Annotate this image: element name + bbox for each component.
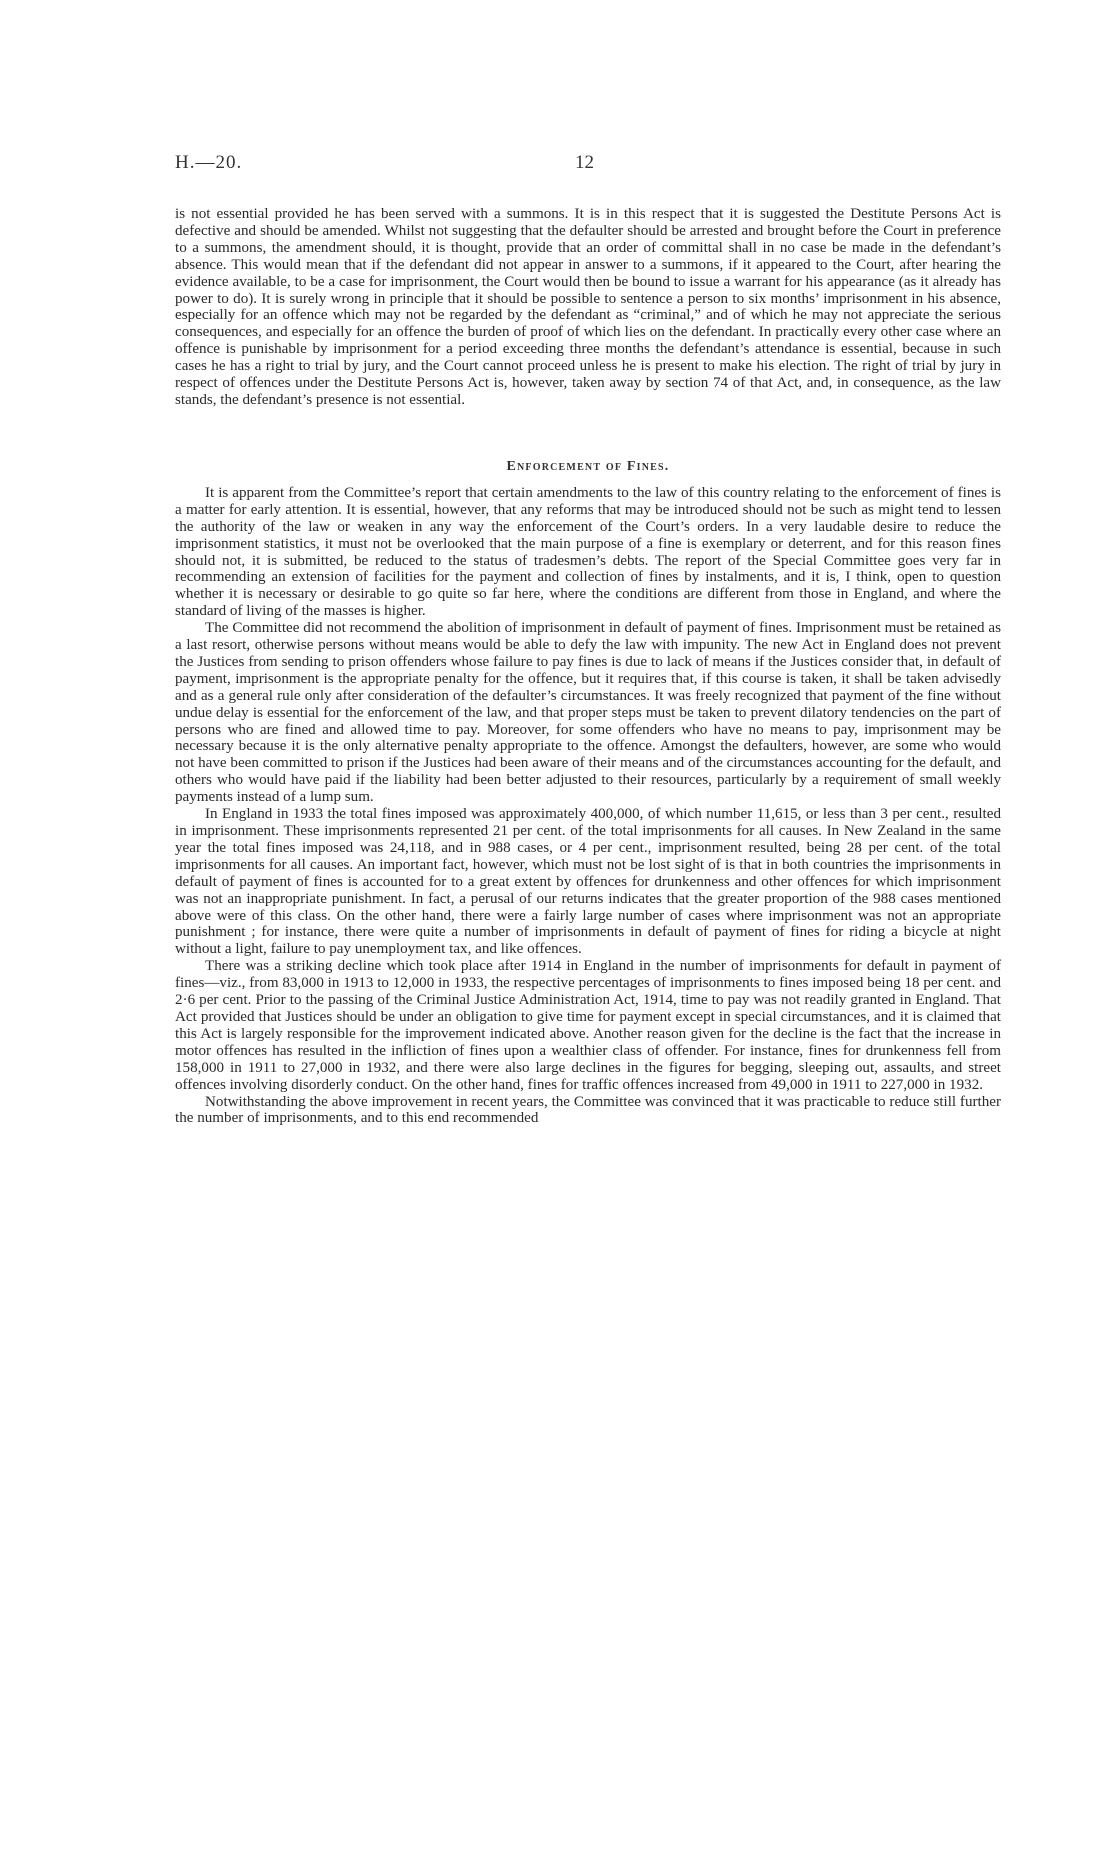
section-heading: Enforcement of Fines. <box>506 458 670 474</box>
paragraph-destitute-persons: is not essential provided he has been served with a summons. It is in this respect that it is suggested the Destitute Persons Act is defective and should be amended. Whilst not suggesting that the defaulter should be arrested and brought before the Court in preference to a summons, the amendment should, it is thought, provide that an order of committal shall in no case be made in the defendant’s absence. This would mean that if the defendant did not appear in answer to a summons, if it appeared to the Court, after hearing the evidence available, to be a case for imprisonment, the Court would then be bound to issue a warrant for his appearance (as it already has power to do). It is surely wrong in principle that it should be possible to sentence a person to six months’ imprisonment in his absence, especially for an offence which may not be regarded by the defendant as “criminal,” and of which he may not appreciate the serious consequences, and especially for an offence the burden of proof of which lies on the defendant. In practically every other case where an offence is punishable by imprisonment for a period exceeding three months the defendant’s attendance is essential, because in such cases he has a right to trial by jury, and the Court cannot proceed unless he is present to make his election. The right of trial by jury in respect of offences under the Destitute Persons Act is, however, taken away by section 74 of that Act, and, in consequence, as the law stands, the defendant’s presence is not essential. <box>175 206 1001 408</box>
paragraph-enforcement-4: There was a striking decline which took place after 1914 in England in the number of imprisonments for default in payment of fines—viz., from 83,000 in 1913 to 12,000 in 1933, the respective percentages of imprisonments to fines imposed being 18 per cent. and 2·6 per cent. Prior to the passing of the Criminal Justice Administration Act, 1914, time to pay was not readily granted in England. That Act provided that Justices should be under an obligation to give time for payment except in special circumstances, and it is claimed that this Act is largely responsible for the improvement indicated above. Another reason given for the decline is the fact that the increase in motor offences has resulted in the infliction of fines upon a wealthier class of offender. For instance, fines for drunkenness fell from 158,000 in 1911 to 27,000 in 1932, and there were also large declines in the figures for begging, sleeping out, assaults, and street offences involving disorderly conduct. On the other hand, fines for traffic offences increased from 49,000 in 1911 to 227,000 in 1932. <box>175 958 1001 1093</box>
paragraph-enforcement-5: Notwithstanding the above improvement in recent years, the Committee was convinced that it was practicable to reduce still further the number of imprisonments, and to this end recommended <box>175 1093 1001 1127</box>
document-reference: H.—20. <box>175 152 243 173</box>
page-number: 12 <box>575 152 594 173</box>
paragraph-enforcement-3: In England in 1933 the total fines imposed was approximately 400,000, of which number 11,615, or less than 3 per cent., resulted in imprisonment. These imprisonments represented 21 per cent. of the total imprisonments for all causes. In New Zealand in the same year the total fines imposed was 24,118, and in 988 cases, or 4 per cent., imprisonment resulted, being 28 per cent. of the total imprisonments for all causes. An important fact, however, which must not be lost sight of is that in both countries the imprisonments in default of payment of fines is accounted for to a great extent by offences for drunkenness and other offences for which imprisonment was not an inappropriate punishment. In fact, a perusal of our returns indicates that the greater proportion of the 988 cases mentioned above were of this class. On the other hand, there were a fairly large number of cases where imprisonment was not an appropriate punishment ; for instance, there were quite a number of imprisonments in default of payment of fines for riding a bicycle at night without a light, failure to pay unemployment tax, and like offences. <box>175 806 1001 958</box>
body-text <box>175 206 1001 1127</box>
paragraph-enforcement-1: It is apparent from the Committee’s report that certain amendments to the law of this country relating to the enforcement of fines is a matter for early attention. It is essential, however, that any reforms that may be introduced should not be such as might tend to lessen the authority of the law or weaken in any way the enforcement of the Court’s orders. In a very laudable desire to reduce the imprisonment statistics, it must not be overlooked that the main purpose of a fine is exemplary or deterrent, and for this reason fines should not, it is submitted, be reduced to the status of tradesmen’s debts. The report of the Special Committee goes very far in recommending an extension of facilities for the payment and collection of fines by instalments, and it is, I think, open to question whether it is necessary or desirable to go quite so far here, where the conditions are different from those in England, and where the standard of living of the masses is higher. <box>175 484 1001 620</box>
paragraph-enforcement-2: The Committee did not recommend the abolition of imprisonment in default of payment of fines. Imprisonment must be retained as a last resort, otherwise persons without means would be able to defy the law with impunity. The new Act in England does not prevent the Justices from sending to prison offenders whose failure to pay fines is due to lack of means if the Justices consider that, in default of payment, imprisonment is the appropriate penalty for the offence, but it requires that, if this course is taken, it shall be taken advisedly and as a general rule only after consideration of the defaulter’s circumstances. It was freely recognized that payment of the fine without undue delay is essential for the enforcement of the law, and that proper steps must be taken to prevent dilatory tendencies on the part of persons who are fined and allowed time to pay. Moreover, for some offenders who have no means to pay, imprisonment may be necessary because it is the only alternative penalty appropriate to the offence. Amongst the defaulters, however, are some who would not have been committed to prison if the Justices had been aware of their means and of the circumstances accounting for the default, and others who would have paid if the liability had been better adjusted to their resources, particularly by a requirement of small weekly payments instead of a lump sum. <box>175 620 1001 806</box>
running-head <box>175 152 1000 176</box>
